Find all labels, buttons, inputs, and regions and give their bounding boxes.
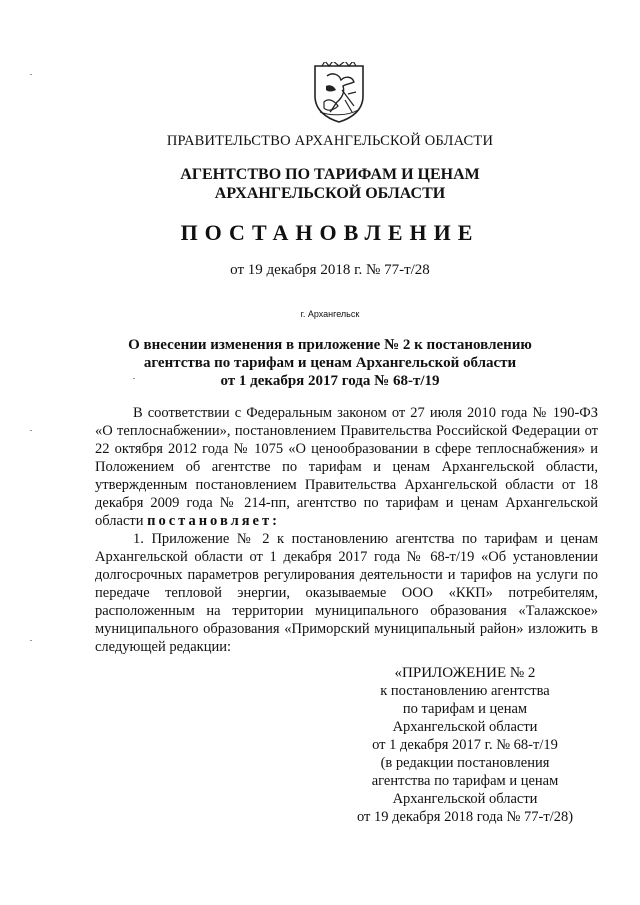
scan-speck — [30, 74, 32, 75]
government-name: ПРАВИТЕЛЬСТВО АРХАНГЕЛЬСКОЙ ОБЛАСТИ — [166, 133, 494, 149]
appendix-line: Архангельской области — [392, 719, 538, 735]
appendix-line: агентства по тарифам и ценам — [371, 773, 559, 789]
preamble-text: В соответствии с Федеральным законом от 27 июля 2010 года № 190-ФЗ «О теплоснабжении», постановлением Правительства Российской Федерации от 22 октября 2012 года № 1075 «О ценообразовании в сфере теплоснабжения» и Положением об агентстве по тарифам и ценам Архангельской области, утвержденным постановлением Правительства Архангельской области от 18 декабря 2009 года № 214-пп, агентство по тарифам и ценам Архангельской области — [95, 405, 598, 529]
coat-of-arms-emblem — [312, 62, 366, 124]
scan-speck — [133, 378, 135, 379]
decree-title: ПОСТАНОВЛЕНИЕ — [180, 220, 480, 245]
resolves-keyword: постановляет: — [147, 513, 280, 529]
appendix-line: по тарифам и ценам — [402, 701, 528, 717]
decree-date-number: от 19 декабря 2018 г. № 77-т/28 — [230, 262, 430, 278]
agency-name-line-2: АРХАНГЕЛЬСКОЙ ОБЛАСТИ — [214, 185, 446, 202]
decree-subject — [80, 336, 580, 390]
appendix-line: от 1 декабря 2017 г. № 68-т/19 — [372, 737, 558, 753]
preamble-paragraph — [95, 404, 598, 530]
subject-line-2: агентства по тарифам и ценам Архангельской области — [143, 355, 517, 371]
agency-name-line-1: АГЕНТСТВО ПО ТАРИФАМ И ЦЕНАМ — [180, 166, 480, 183]
agency-name — [80, 165, 580, 203]
appendix-line: к постановлению агентства — [380, 683, 550, 699]
appendix-line: Архангельской области — [392, 791, 538, 807]
decree-body — [95, 404, 598, 656]
city-name: г. Архангельск — [300, 309, 360, 319]
appendix-heading-block — [330, 664, 600, 826]
appendix-line: (в редакции постановления — [380, 755, 550, 771]
appendix-line: «ПРИЛОЖЕНИЕ № 2 — [394, 665, 536, 681]
scan-speck — [30, 640, 32, 641]
item-1-paragraph: 1. Приложение № 2 к постановлению агентства по тарифам и ценам Архангельской области от 1 декабря 2017 года № 68-т/19 «Об установлении долгосрочных параметров регулирования деятельности и тарифов на услуги по передаче тепловой энергии, оказываемые ООО «ККП» потребителям, расположенным на территории муниципального образования «Талажское» муниципального образования «Приморский муниципальный район» изложить в следующей редакции: — [95, 531, 598, 655]
scan-speck — [30, 430, 32, 431]
subject-line-1: О внесении изменения в приложение № 2 к постановлению — [128, 337, 532, 353]
appendix-line: от 19 декабря 2018 года № 77-т/28) — [356, 809, 574, 825]
subject-line-3: от 1 декабря 2017 года № 68-т/19 — [220, 373, 440, 389]
